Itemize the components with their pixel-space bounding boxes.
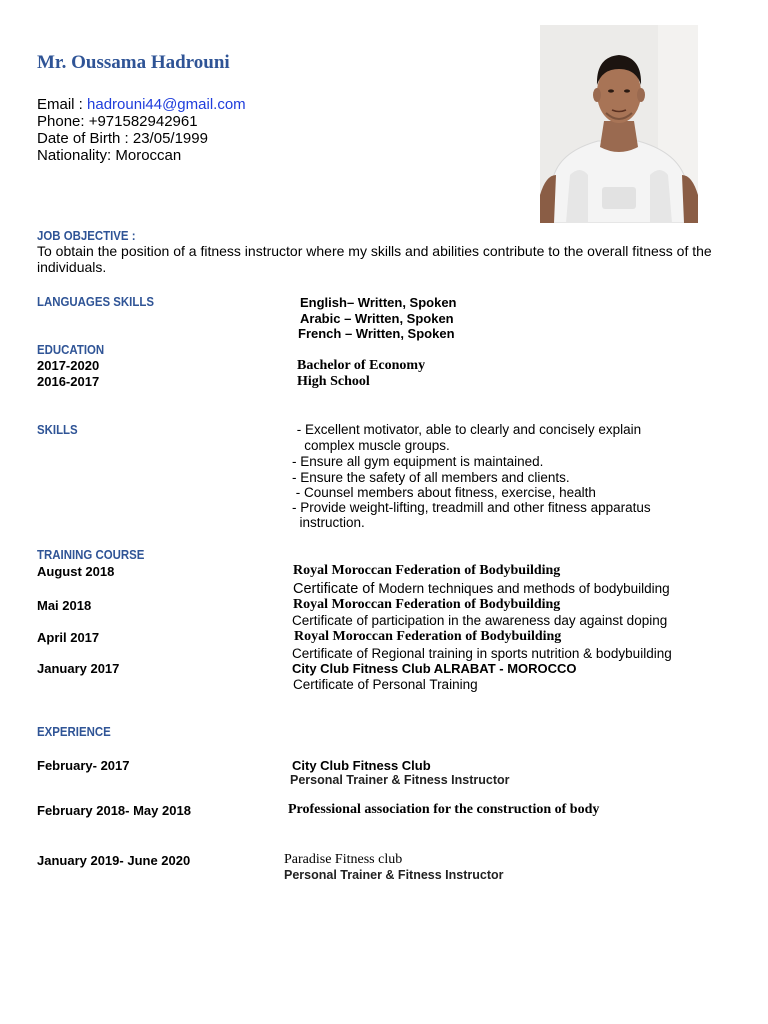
- experience-period: January 2019- June 2020: [37, 853, 191, 868]
- education-degree: High School: [297, 374, 370, 389]
- phone-line: Phone: +971582942961: [37, 113, 198, 130]
- training-org: Royal Moroccan Federation of Bodybuilding: [293, 597, 561, 612]
- skill-line: - Ensure the safety of all members and clients.: [292, 470, 570, 485]
- language-item: French – Written, Spoken: [298, 326, 455, 341]
- training-org: City Club Fitness Club ALRABAT - MOROCCO: [292, 661, 577, 676]
- experience-org: Paradise Fitness club: [284, 852, 403, 867]
- education-period: 2017-2020: [37, 358, 100, 373]
- training-cert-text: Modern techniques and methods of bodybuilding: [378, 581, 670, 596]
- experience-role: Personal Trainer & Fitness Instructor: [284, 868, 504, 882]
- experience-org: Professional association for the construction of body: [288, 802, 600, 817]
- experience-period: February 2018- May 2018: [37, 803, 191, 818]
- email-label: Email :: [37, 96, 88, 113]
- skill-line: instruction.: [292, 515, 365, 530]
- language-item: English– Written, Spoken: [300, 295, 457, 310]
- skill-line: - Excellent motivator, able to clearly and concisely explain: [293, 422, 642, 437]
- nationality-line: Nationality: Moroccan: [37, 147, 182, 164]
- email-line: [37, 96, 246, 113]
- candidate-name: Mr. Oussama Hadrouni: [37, 52, 230, 73]
- objective-heading: JOB OBJECTIVE :: [37, 228, 136, 243]
- training-cert: Certificate of Regional training in sports nutrition & bodybuilding: [292, 646, 672, 661]
- email-link[interactable]: hadrouni44@gmail.com: [87, 96, 246, 113]
- experience-period: February- 2017: [37, 758, 130, 773]
- training-org: Royal Moroccan Federation of Bodybuilding: [294, 629, 562, 644]
- training-cert: Certificate of Personal Training: [293, 677, 478, 692]
- skill-line: - Counsel members about fitness, exercise, health: [292, 485, 596, 500]
- experience-org: City Club Fitness Club: [292, 758, 431, 773]
- skills-heading: SKILLS: [37, 422, 78, 437]
- education-degree: Bachelor of Economy: [297, 358, 426, 373]
- skill-line: complex muscle groups.: [293, 438, 450, 453]
- training-cert: [293, 580, 670, 598]
- training-date: Mai 2018: [37, 598, 92, 613]
- education-heading: EDUCATION: [37, 342, 105, 357]
- language-item: Arabic – Written, Spoken: [300, 311, 454, 326]
- training-org: Royal Moroccan Federation of Bodybuilding: [293, 563, 561, 578]
- training-heading: TRAINING COURSE: [37, 547, 145, 562]
- experience-heading: EXPERIENCE: [37, 724, 111, 739]
- objective-text: To obtain the position of a fitness instructor where my skills and abilities contribute to the overall fitness of the individuals.: [37, 243, 712, 275]
- training-cert-prefix: Certificate of: [293, 581, 379, 597]
- languages-heading: LANGUAGES SKILLS: [37, 294, 154, 309]
- training-date: April 2017: [37, 630, 100, 645]
- training-cert: Certificate of participation in the awareness day against doping: [292, 613, 668, 628]
- experience-role: Personal Trainer & Fitness Instructor: [290, 773, 510, 787]
- training-date: January 2017: [37, 661, 120, 676]
- dob-line: Date of Birth : 23/05/1999: [37, 130, 208, 147]
- profile-photo: [540, 25, 698, 223]
- skill-line: - Provide weight-lifting, treadmill and other fitness apparatus: [292, 500, 651, 515]
- education-period: 2016-2017: [37, 374, 100, 389]
- training-date: August 2018: [37, 564, 115, 579]
- skill-line: - Ensure all gym equipment is maintained.: [292, 454, 544, 469]
